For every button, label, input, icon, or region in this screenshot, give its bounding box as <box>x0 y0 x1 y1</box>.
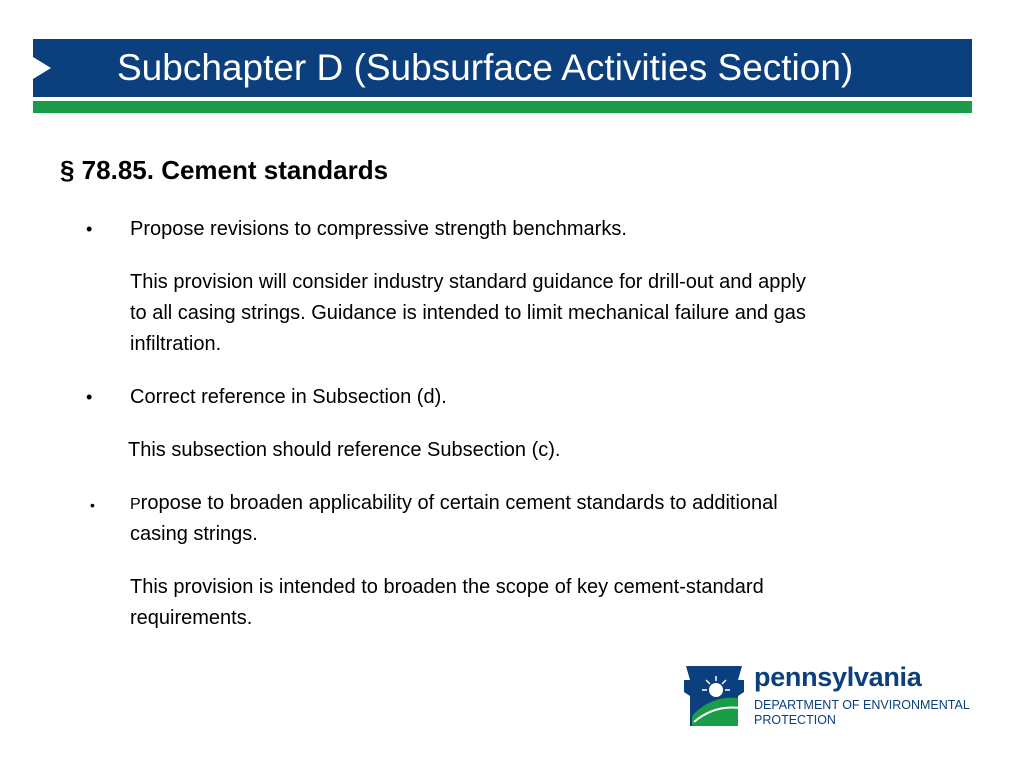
title-bar <box>33 39 972 97</box>
detail-line: to all casing strings. Guidance is intended to limit mechanical failure and gas <box>130 302 806 324</box>
bullet-text: Propose revisions to compressive strength benchmarks. <box>130 218 627 240</box>
slide-title: Subchapter D (Subsurface Activities Section) <box>117 47 854 88</box>
keystone-logo-icon <box>682 662 746 728</box>
bullet-icon: • <box>86 387 93 407</box>
logo-wordmark: pennsylvania <box>754 662 922 692</box>
first-letter: P <box>130 496 141 513</box>
logo-subtitle <box>754 698 970 728</box>
bullet-text <box>130 488 950 520</box>
logo-subtitle-line: DEPARTMENT OF ENVIRONMENTAL <box>754 698 970 712</box>
bullet-icon: • <box>86 219 93 239</box>
accent-rule <box>33 101 972 113</box>
detail-line: This provision is intended to broaden the scope of key cement-standard <box>130 576 764 598</box>
bullet-text-line: casing strings. <box>130 523 258 545</box>
bullet-icon: • <box>90 497 95 513</box>
bullet-text-rest: ropose to broaden applicability of certain cement standards to additional <box>140 492 778 514</box>
bullet-text: Correct reference in Subsection (d). <box>130 386 447 408</box>
detail-line: infiltration. <box>130 333 222 355</box>
detail-line: This subsection should reference Subsection (c). <box>128 439 561 461</box>
section-heading: § 78.85. Cement standards <box>60 155 389 185</box>
detail-line: This provision will consider industry standard guidance for drill-out and apply <box>130 271 806 293</box>
detail-line: requirements. <box>130 607 253 629</box>
pa-dep-logo <box>682 662 982 730</box>
logo-subtitle-line: PROTECTION <box>754 713 836 727</box>
title-arrow-icon <box>33 57 51 79</box>
